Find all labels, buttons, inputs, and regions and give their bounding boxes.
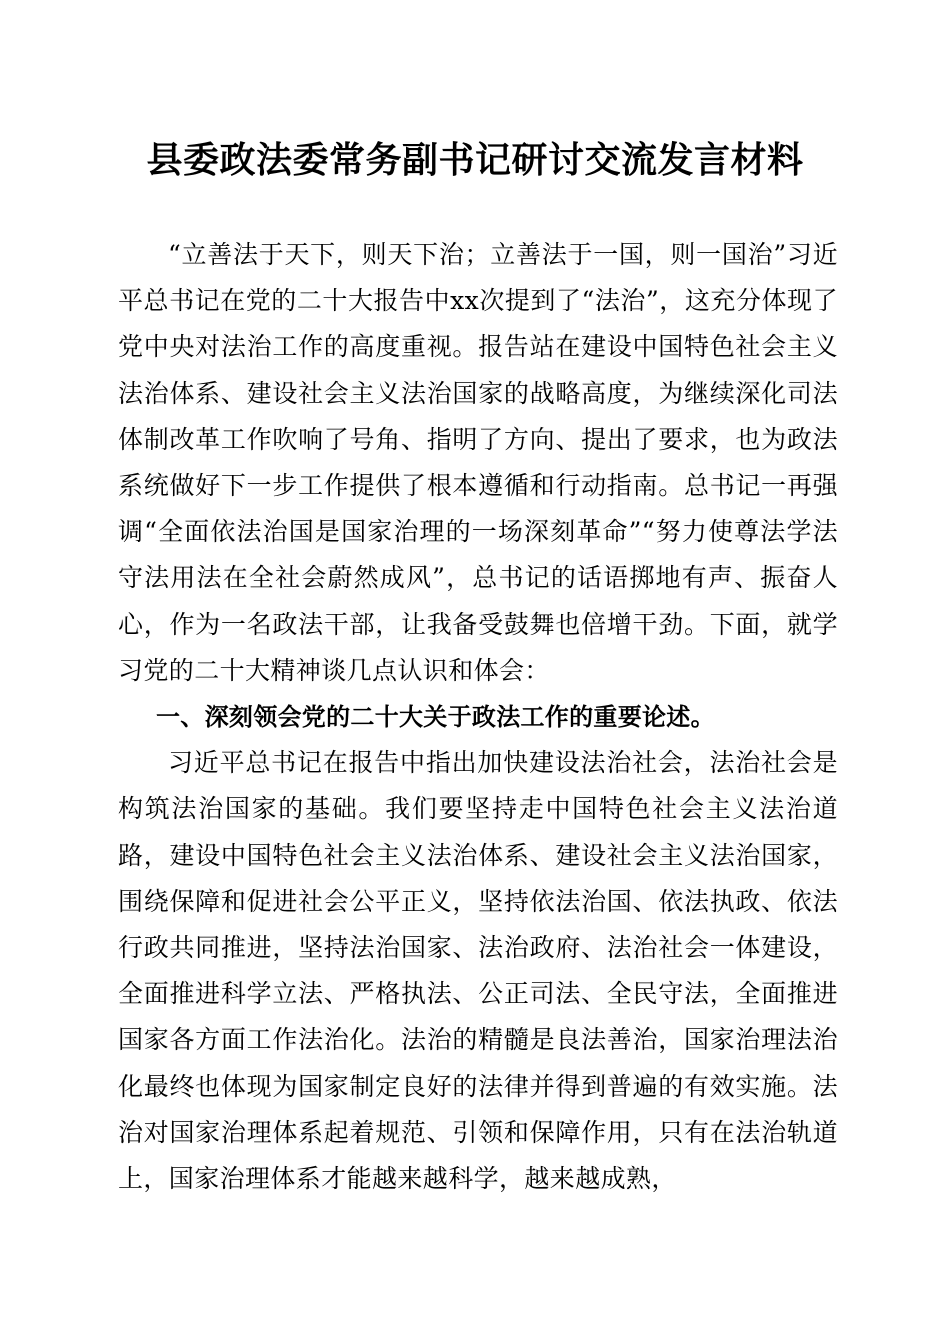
document-body (118, 232, 838, 1202)
section-heading-1: 一、深刻领会党的二十大关于政法工作的重要论述。 (156, 703, 715, 732)
section-1-paragraph: 习近平总书记在报告中指出加快建设法治社会，法治社会是构筑法治国家的基础。我们要坚持走中国特色社会主义法治道路，建设中国特色社会主义法治体系、建设社会主义法治国家，围绕保障和促进社会公平正义，坚持依法治国、依法执政、依法行政共同推进，坚持法治国家、法治政府、法治社会一体建设，全面推进科学立法、严格执法、公正司法、全民守法，全面推进国家各方面工作法治化。法治的精髓是良法善治，国家治理法治化最终也体现为国家制定良好的法律并得到普遍的有效实施。法治对国家治理体系起着规范、引领和保障作用，只有在法治轨道上，国家治理体系才能越来越科学，越来越成熟， (118, 748, 838, 1194)
document-title: 县委政法委常务副书记研讨交流发言材料 (146, 139, 804, 181)
intro-paragraph: “立善法于天下，则天下治；立善法于一国，则一国治”习近平总书记在党的二十大报告中xx次提到了“法治”，这充分体现了党中央对法治工作的高度重视。报告站在建设中国特色社会主义法治体系、建设社会主义法治国家的战略高度，为继续深化司法体制改革工作吹响了号角、指明了方向、提出了要求，也为政法系统做好下一步工作提供了根本遵循和行动指南。总书记一再强调“全面依法治国是国家治理的一场深刻革命”“努力使尊法学法守法用法在全社会蔚然成风”，总书记的话语掷地有声、振奋人心，作为一名政法干部，让我备受鼓舞也倍增干劲。下面，就学习党的二十大精神谈几点认识和体会： (118, 240, 838, 685)
